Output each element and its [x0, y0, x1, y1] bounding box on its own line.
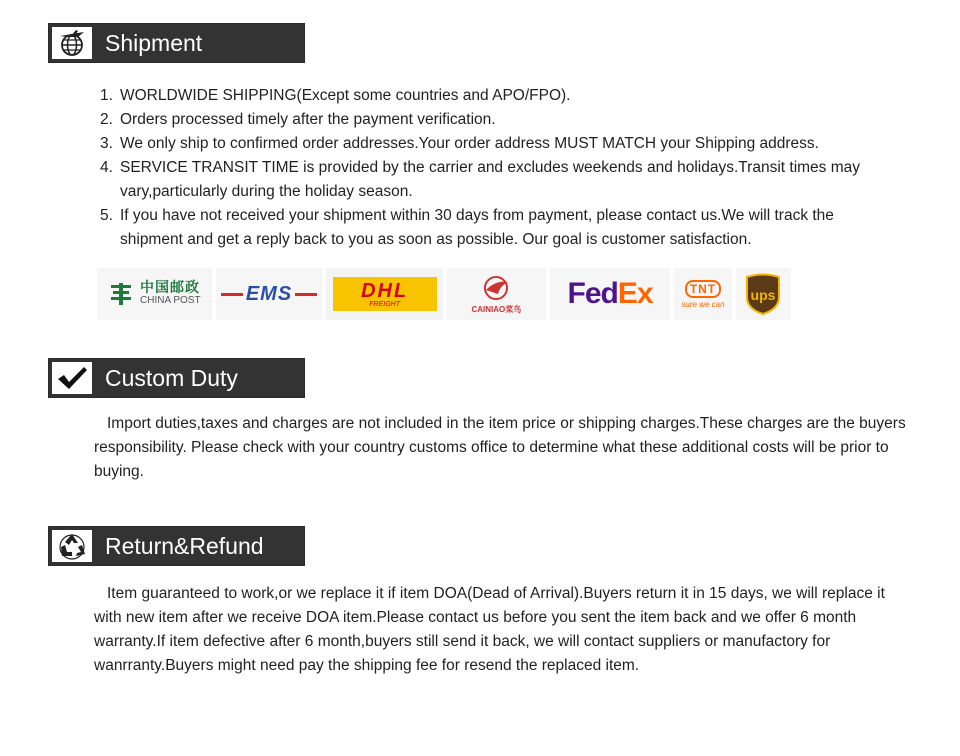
dhl-logo [326, 268, 443, 320]
shipment-title: Shipment [105, 30, 203, 56]
list-item-number: 1. [100, 87, 113, 104]
list-item-text: Orders processed timely after the payment verification. [120, 111, 496, 128]
list-item [100, 204, 900, 252]
tnt-logo [674, 268, 731, 320]
shipment-header [48, 23, 305, 63]
dhl-label: DHL [361, 279, 409, 302]
ems-label: EMS [245, 282, 293, 305]
ups-label: ups [750, 287, 776, 303]
tnt-label: TNT [685, 280, 721, 298]
list-item-text: If you have not received your shipment within 30 days from payment, please contact us.We will track the shipment and get a reply back to you as soon as possible. Our goal is customer satisfaction. [120, 207, 834, 248]
list-item-text: WORLDWIDE SHIPPING(Except some countries and APO/FPO). [120, 87, 571, 104]
list-item-number: 5. [100, 207, 113, 224]
list-item [100, 132, 900, 156]
list-item-number: 3. [100, 135, 113, 152]
list-item [100, 156, 900, 204]
china-post-icon [108, 281, 134, 307]
ups-shield-icon [745, 273, 781, 315]
dhl-badge [333, 277, 437, 311]
cainiao-logo [447, 268, 546, 320]
carrier-logos [97, 268, 791, 320]
fedex-logo [550, 268, 671, 320]
ups-logo [736, 268, 791, 320]
fedex-ex-label: Ex [617, 277, 653, 310]
globe-icon [52, 27, 92, 59]
list-item [100, 108, 900, 132]
china-post-logo [97, 268, 212, 320]
china-post-cn-label: 中国邮政 [140, 279, 201, 295]
cainiao-label: CAINIAO菜鸟 [471, 304, 522, 314]
return-refund-text: Item guaranteed to work,or we replace it if item DOA(Dead of Arrival).Buyers return it in 15 days, we will replace it with new item after we receive DOA item.Please contact us before you sent the item back and we offer 6 month warranty.If item defective after 6 month,buyers still send it back, we will contact suppliers or manufactory for wanrranty.Buyers might need pay the shipping fee for resend the replaced item. [94, 585, 885, 674]
cainiao-bird-icon [476, 274, 516, 302]
return-refund-header [48, 526, 305, 566]
list-item [100, 84, 900, 108]
china-post-en-label: CHINA POST [140, 295, 201, 306]
return-refund-title: Return&Refund [105, 533, 264, 559]
dhl-sub-label: FREIGHT [369, 300, 400, 308]
custom-duty-title: Custom Duty [105, 365, 238, 391]
list-item-text: We only ship to confirmed order addresses.Your order address MUST MATCH your Shipping address. [120, 135, 819, 152]
list-item-number: 2. [100, 111, 113, 128]
ems-logo [216, 268, 323, 320]
custom-duty-text: Import duties,taxes and charges are not included in the item price or shipping charges.These charges are the buyers responsibility. Please check with your country customs office to determine what these additional costs will be prior to buying. [94, 415, 906, 480]
ems-stripe-right [295, 293, 317, 296]
shipment-list [100, 84, 900, 252]
list-item-text: SERVICE TRANSIT TIME is provided by the carrier and excludes weekends and holidays.Transit times may vary,particularly during the holiday season. [120, 159, 861, 200]
custom-duty-header [48, 358, 305, 398]
list-item-number: 4. [100, 159, 113, 176]
ems-stripe-left [221, 293, 243, 296]
tnt-tagline: sure we can [681, 299, 725, 309]
checkmark-icon [52, 362, 92, 394]
recycle-icon [52, 530, 92, 562]
fedex-fed-label: Fed [567, 277, 618, 310]
